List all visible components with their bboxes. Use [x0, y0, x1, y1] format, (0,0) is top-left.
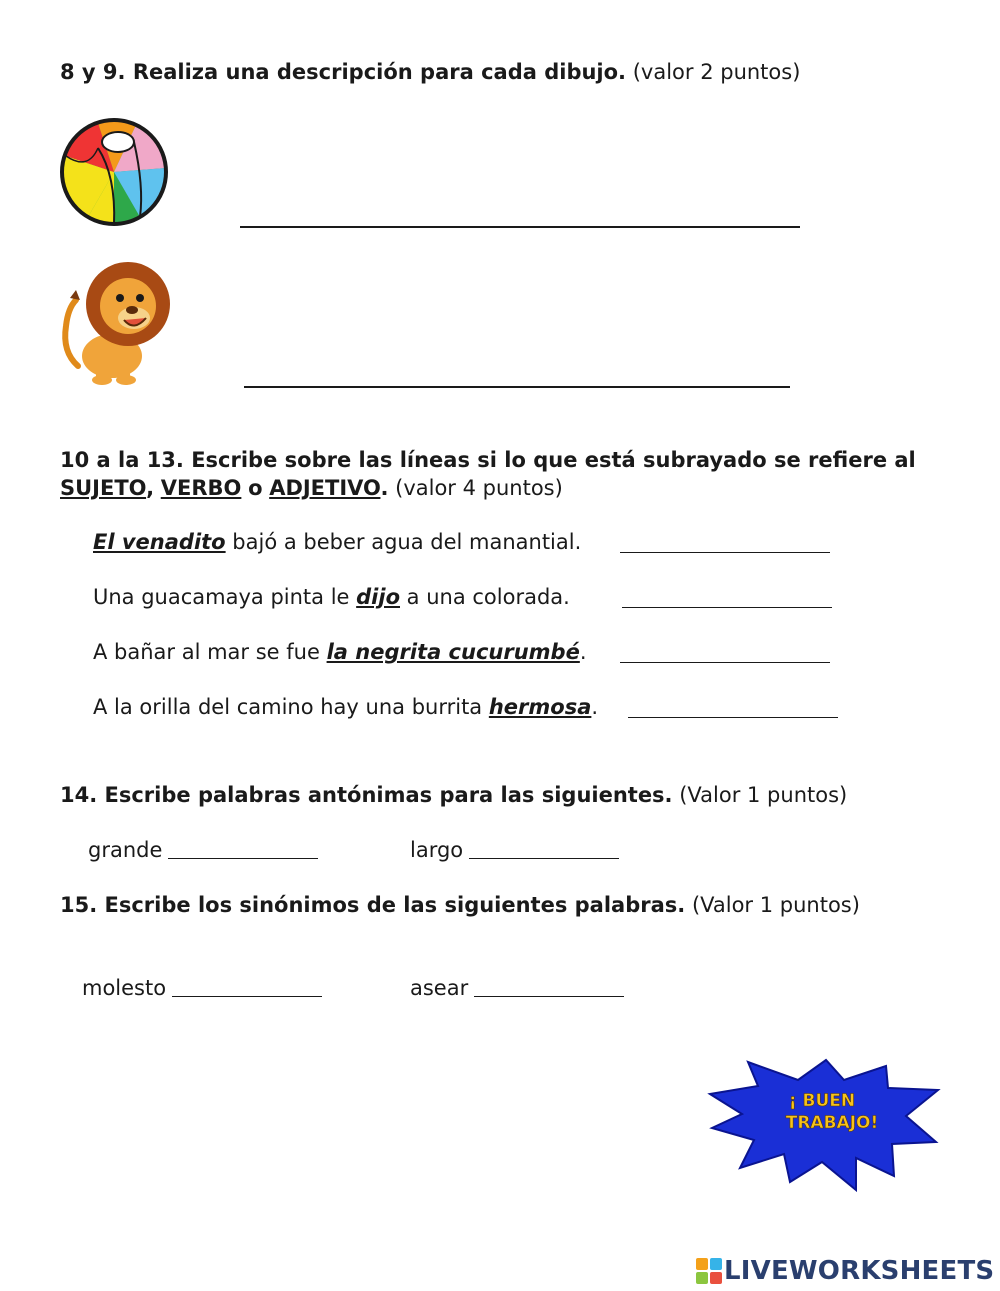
sentence-3	[93, 640, 587, 664]
answer-line-synonym-2[interactable]	[474, 996, 624, 997]
question-value: (Valor 1 puntos)	[691, 893, 860, 917]
question-10-13-title	[60, 448, 916, 472]
answer-line-1[interactable]	[620, 552, 830, 553]
question-title-bold: 14. Escribe palabras antónimas para las siguientes.	[60, 783, 673, 807]
question-10-13-title-line2	[60, 476, 563, 500]
answer-line-4[interactable]	[628, 717, 838, 718]
badge-line2: TRABAJO!	[785, 1113, 879, 1133]
question-title-bold: 8 y 9. Realiza una descripción para cada dibujo.	[60, 60, 627, 84]
sentence-text: A la orilla del camino hay una burrita	[93, 695, 489, 719]
synonym-item-1	[82, 976, 322, 1000]
sentence-text: Una guacamaya pinta le	[93, 585, 357, 609]
question-value: (Valor 1 puntos)	[679, 783, 848, 807]
question-value: (valor 4 puntos)	[395, 476, 563, 500]
sentence-2	[93, 585, 570, 609]
question-15-title	[60, 893, 860, 917]
period: .	[380, 476, 389, 500]
question-8-9-title	[60, 60, 800, 84]
underlined-phrase: El venadito	[93, 530, 226, 554]
question-14-title	[60, 783, 847, 807]
verb-label: VERBO	[160, 476, 242, 500]
sentence-text: .	[591, 695, 599, 719]
sentence-text: bajó a beber agua del manantial.	[225, 530, 582, 554]
conjunction: o	[248, 476, 263, 500]
sentence-1	[93, 530, 581, 554]
question-title-line1: 10 a la 13. Escribe sobre las líneas si lo que está subrayado se refiere al	[60, 448, 916, 472]
liveworksheets-logo-icon	[696, 1258, 722, 1284]
beach-ball-image	[58, 116, 170, 228]
antonym-item-2	[410, 838, 619, 862]
answer-line-lion[interactable]	[244, 386, 790, 388]
answer-line-ball[interactable]	[240, 226, 800, 228]
sentence-text: .	[579, 640, 587, 664]
synonym-word: molesto	[82, 976, 167, 1000]
sentence-text: A bañar al mar se fue	[93, 640, 327, 664]
adjective-label: ADJETIVO	[269, 476, 381, 500]
synonym-word: asear	[410, 976, 469, 1000]
separator: ,	[146, 476, 155, 500]
answer-line-3[interactable]	[620, 662, 830, 663]
underlined-phrase: hermosa	[488, 695, 592, 719]
sentence-text: a una colorada.	[400, 585, 570, 609]
subject-label: SUJETO	[60, 476, 147, 500]
underlined-phrase: dijo	[356, 585, 400, 609]
lion-image	[56, 256, 182, 386]
antonym-item-1	[88, 838, 318, 862]
badge-line1: ¡ BUEN	[788, 1091, 856, 1111]
synonym-item-2	[410, 976, 624, 1000]
answer-line-2[interactable]	[622, 607, 832, 608]
antonym-word: largo	[410, 838, 464, 862]
answer-line-synonym-1[interactable]	[172, 996, 322, 997]
question-title-bold: 15. Escribe los sinónimos de las siguientes palabras.	[60, 893, 686, 917]
answer-line-antonym-1[interactable]	[168, 858, 318, 859]
liveworksheets-brand	[696, 1256, 994, 1286]
antonym-word: grande	[88, 838, 163, 862]
underlined-phrase: la negrita cucurumbé	[326, 640, 580, 664]
sentence-4	[93, 695, 598, 719]
brand-name: LIVEWORKSHEETS	[724, 1256, 995, 1286]
question-value: (valor 2 puntos)	[632, 60, 801, 84]
buen-trabajo-badge	[706, 1058, 942, 1192]
answer-line-antonym-2[interactable]	[469, 858, 619, 859]
